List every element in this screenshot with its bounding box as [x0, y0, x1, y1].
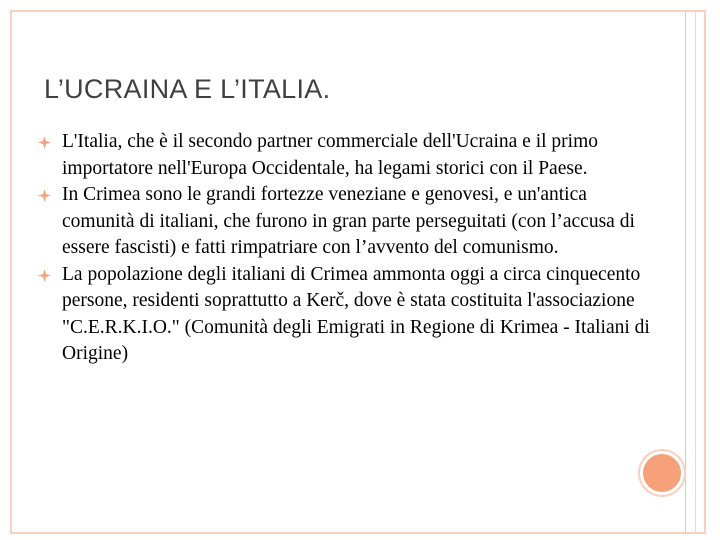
four-point-star-icon	[38, 269, 51, 282]
bullet-item	[62, 129, 652, 182]
four-point-star-icon	[38, 189, 51, 202]
bullet-item	[62, 182, 652, 262]
bullet-text: L'Italia, che è il secondo partner commerciale dell'Ucraina e il primo importatore nell'Europa Occidentale, ha legami storici con il Paese.	[62, 131, 598, 179]
four-point-star-icon	[38, 136, 51, 149]
bullet-text: La popolazione degli italiani di Crimea ammonta oggi a circa cinquecento persone, residenti soprattutto a Kerč, dove è stata costituita l'associazione "C.E.R.K.I.O." (Comunità degli Emigrati in Regione di Krimea - Italiani di Origine)	[62, 263, 650, 364]
side-rule	[685, 12, 686, 534]
side-rule-inner	[695, 12, 696, 534]
bullet-item	[62, 262, 652, 368]
slide-title: L’UCRAINA E L’ITALIA.	[44, 74, 331, 104]
bullet-list	[62, 129, 652, 368]
accent-circle-icon	[640, 451, 684, 495]
bullet-text: In Crimea sono le grandi fortezze veneziane e genovesi, e un'antica comunità di italiani, che furono in gran parte perseguitati (con l’accusa di essere fascisti) e fatti rimpatriare con l’avvento del comunismo.	[62, 184, 635, 258]
